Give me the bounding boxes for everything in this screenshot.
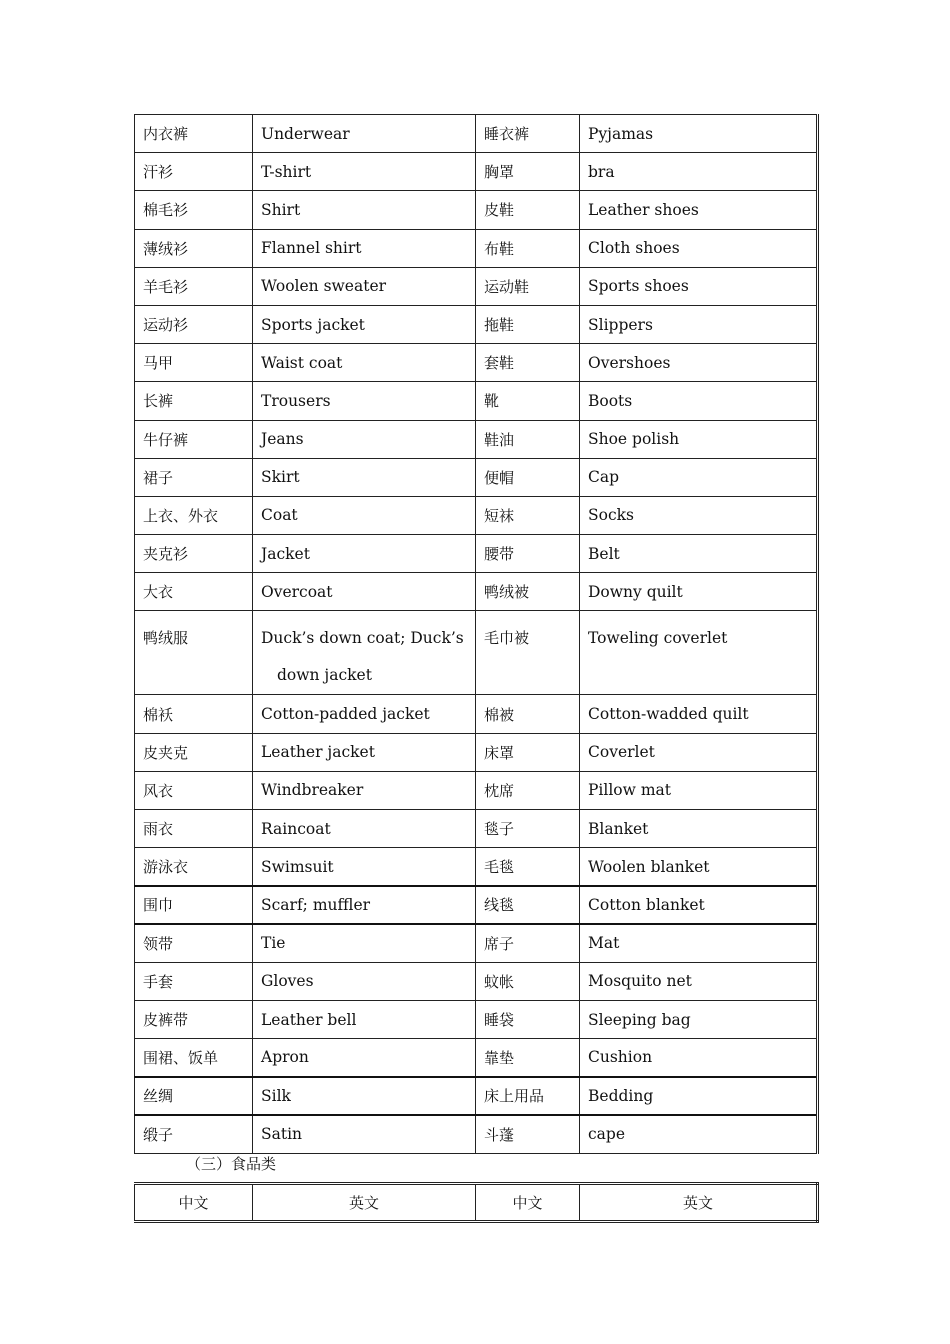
table-row <box>135 611 818 695</box>
cell-english: Pillow mat <box>580 771 818 809</box>
cell-chinese: 鞋油 <box>476 420 580 458</box>
table-header-row <box>135 1184 818 1222</box>
cell-chinese: 手套 <box>135 962 253 1000</box>
cell-chinese: 棉毛衫 <box>135 191 253 229</box>
cell-english: Sleeping bag <box>580 1000 818 1038</box>
cell-english: Cap <box>580 458 818 496</box>
cell-english: Waist coat <box>253 344 476 382</box>
table-row <box>135 924 818 962</box>
cell-english: Slippers <box>580 305 818 343</box>
table-row <box>135 458 818 496</box>
cell-chinese: 拖鞋 <box>476 305 580 343</box>
cell-chinese: 胸罩 <box>476 153 580 191</box>
table-row <box>135 810 818 848</box>
cell-english: Coat <box>253 496 476 534</box>
cell-english-line1: Duck’s down coat; Duck’s <box>261 629 464 648</box>
cell-english: Scarf; muffler <box>253 886 476 924</box>
cell-chinese: 围巾 <box>135 886 253 924</box>
cell-chinese: 雨衣 <box>135 810 253 848</box>
cell-chinese: 席子 <box>476 924 580 962</box>
cell-chinese: 大衣 <box>135 573 253 611</box>
cell-chinese: 睡袋 <box>476 1000 580 1038</box>
cell-english: Cotton-wadded quilt <box>580 695 818 733</box>
table-row <box>135 573 818 611</box>
cell-chinese: 领带 <box>135 924 253 962</box>
cell-english: Cushion <box>580 1039 818 1077</box>
cell-english: Belt <box>580 535 818 573</box>
cell-english: Swimsuit <box>253 848 476 886</box>
cell-english: Cotton-padded jacket <box>253 695 476 733</box>
cell-english: Flannel shirt <box>253 229 476 267</box>
cell-english: Coverlet <box>580 733 818 771</box>
table-row <box>135 886 818 924</box>
table-row <box>135 733 818 771</box>
cell-chinese: 棉被 <box>476 695 580 733</box>
cell-chinese: 夹克衫 <box>135 535 253 573</box>
food-vocabulary-table <box>134 1182 819 1223</box>
cell-english: Leather jacket <box>253 733 476 771</box>
cell-english: Gloves <box>253 962 476 1000</box>
cell-chinese: 游泳衣 <box>135 848 253 886</box>
cell-chinese: 毛毯 <box>476 848 580 886</box>
clothing-vocabulary-table <box>134 114 819 1154</box>
table-row <box>135 1039 818 1077</box>
cell-english: Sports shoes <box>580 267 818 305</box>
cell-english: T-shirt <box>253 153 476 191</box>
header-english: 英文 <box>253 1184 476 1222</box>
cell-chinese: 长裤 <box>135 382 253 420</box>
cell-english: Satin <box>253 1115 476 1153</box>
cell-english: Bedding <box>580 1077 818 1115</box>
table-row <box>135 191 818 229</box>
cell-chinese: 腰带 <box>476 535 580 573</box>
cell-english: Cloth shoes <box>580 229 818 267</box>
cell-english: Trousers <box>253 382 476 420</box>
cell-english: Pyjamas <box>580 115 818 153</box>
cell-chinese: 蚊帐 <box>476 962 580 1000</box>
cell-english: Raincoat <box>253 810 476 848</box>
cell-chinese: 线毯 <box>476 886 580 924</box>
header-english: 英文 <box>580 1184 818 1222</box>
cell-chinese: 鸭绒服 <box>135 611 253 695</box>
table-row <box>135 1077 818 1115</box>
cell-chinese: 运动衫 <box>135 305 253 343</box>
cell-english: Tie <box>253 924 476 962</box>
cell-english: Blanket <box>580 810 818 848</box>
cell-english: Shirt <box>253 191 476 229</box>
table-row <box>135 695 818 733</box>
cell-chinese: 缎子 <box>135 1115 253 1153</box>
cell-chinese: 床上用品 <box>476 1077 580 1115</box>
cell-chinese: 运动鞋 <box>476 267 580 305</box>
table-row <box>135 229 818 267</box>
cell-english: bra <box>580 153 818 191</box>
cell-english: Skirt <box>253 458 476 496</box>
cell-english: Jacket <box>253 535 476 573</box>
cell-chinese: 毯子 <box>476 810 580 848</box>
cell-chinese: 床罩 <box>476 733 580 771</box>
cell-english: Sports jacket <box>253 305 476 343</box>
table-row <box>135 267 818 305</box>
table-row <box>135 771 818 809</box>
cell-english: Underwear <box>253 115 476 153</box>
table-row <box>135 344 818 382</box>
cell-english: cape <box>580 1115 818 1153</box>
cell-chinese: 马甲 <box>135 344 253 382</box>
table-row <box>135 115 818 153</box>
cell-english: Jeans <box>253 420 476 458</box>
cell-chinese: 鸭绒被 <box>476 573 580 611</box>
table-row <box>135 1115 818 1153</box>
table-row <box>135 535 818 573</box>
cell-english: Mosquito net <box>580 962 818 1000</box>
cell-english: Overcoat <box>253 573 476 611</box>
cell-english: Shoe polish <box>580 420 818 458</box>
cell-chinese: 便帽 <box>476 458 580 496</box>
cell-chinese: 皮裤带 <box>135 1000 253 1038</box>
table-row <box>135 382 818 420</box>
cell-chinese: 汗衫 <box>135 153 253 191</box>
cell-english: Woolen blanket <box>580 848 818 886</box>
cell-chinese: 枕席 <box>476 771 580 809</box>
cell-english: Silk <box>253 1077 476 1115</box>
cell-english: Windbreaker <box>253 771 476 809</box>
cell-chinese: 靴 <box>476 382 580 420</box>
cell-english: Downy quilt <box>580 573 818 611</box>
header-chinese: 中文 <box>135 1184 253 1222</box>
cell-english: Boots <box>580 382 818 420</box>
section-heading: （三）食品类 <box>186 1155 277 1173</box>
cell-english: Overshoes <box>580 344 818 382</box>
header-chinese: 中文 <box>476 1184 580 1222</box>
cell-english-wrapped <box>253 611 476 695</box>
cell-english: Apron <box>253 1039 476 1077</box>
cell-chinese: 内衣裤 <box>135 115 253 153</box>
cell-chinese: 皮鞋 <box>476 191 580 229</box>
cell-english-line2: down jacket <box>277 666 372 685</box>
cell-chinese: 皮夹克 <box>135 733 253 771</box>
cell-chinese: 牛仔裤 <box>135 420 253 458</box>
cell-english: Leather bell <box>253 1000 476 1038</box>
cell-english: Woolen sweater <box>253 267 476 305</box>
table-row <box>135 305 818 343</box>
cell-chinese: 睡衣裤 <box>476 115 580 153</box>
cell-chinese: 靠垫 <box>476 1039 580 1077</box>
cell-chinese: 斗蓬 <box>476 1115 580 1153</box>
cell-chinese: 套鞋 <box>476 344 580 382</box>
cell-chinese: 短袜 <box>476 496 580 534</box>
cell-english: Leather shoes <box>580 191 818 229</box>
cell-chinese: 裙子 <box>135 458 253 496</box>
table-row <box>135 420 818 458</box>
cell-chinese: 丝绸 <box>135 1077 253 1115</box>
cell-chinese: 布鞋 <box>476 229 580 267</box>
cell-english: Toweling coverlet <box>580 611 818 695</box>
cell-chinese: 毛巾被 <box>476 611 580 695</box>
table-row <box>135 962 818 1000</box>
cell-chinese: 上衣、外衣 <box>135 496 253 534</box>
cell-english: Socks <box>580 496 818 534</box>
cell-english: Cotton blanket <box>580 886 818 924</box>
cell-chinese: 风衣 <box>135 771 253 809</box>
cell-chinese: 围裙、饭单 <box>135 1039 253 1077</box>
table-row <box>135 1000 818 1038</box>
table-row <box>135 153 818 191</box>
cell-chinese: 棉袄 <box>135 695 253 733</box>
cell-chinese: 羊毛衫 <box>135 267 253 305</box>
table-row <box>135 848 818 886</box>
cell-chinese: 薄绒衫 <box>135 229 253 267</box>
cell-english: Mat <box>580 924 818 962</box>
table-row <box>135 496 818 534</box>
